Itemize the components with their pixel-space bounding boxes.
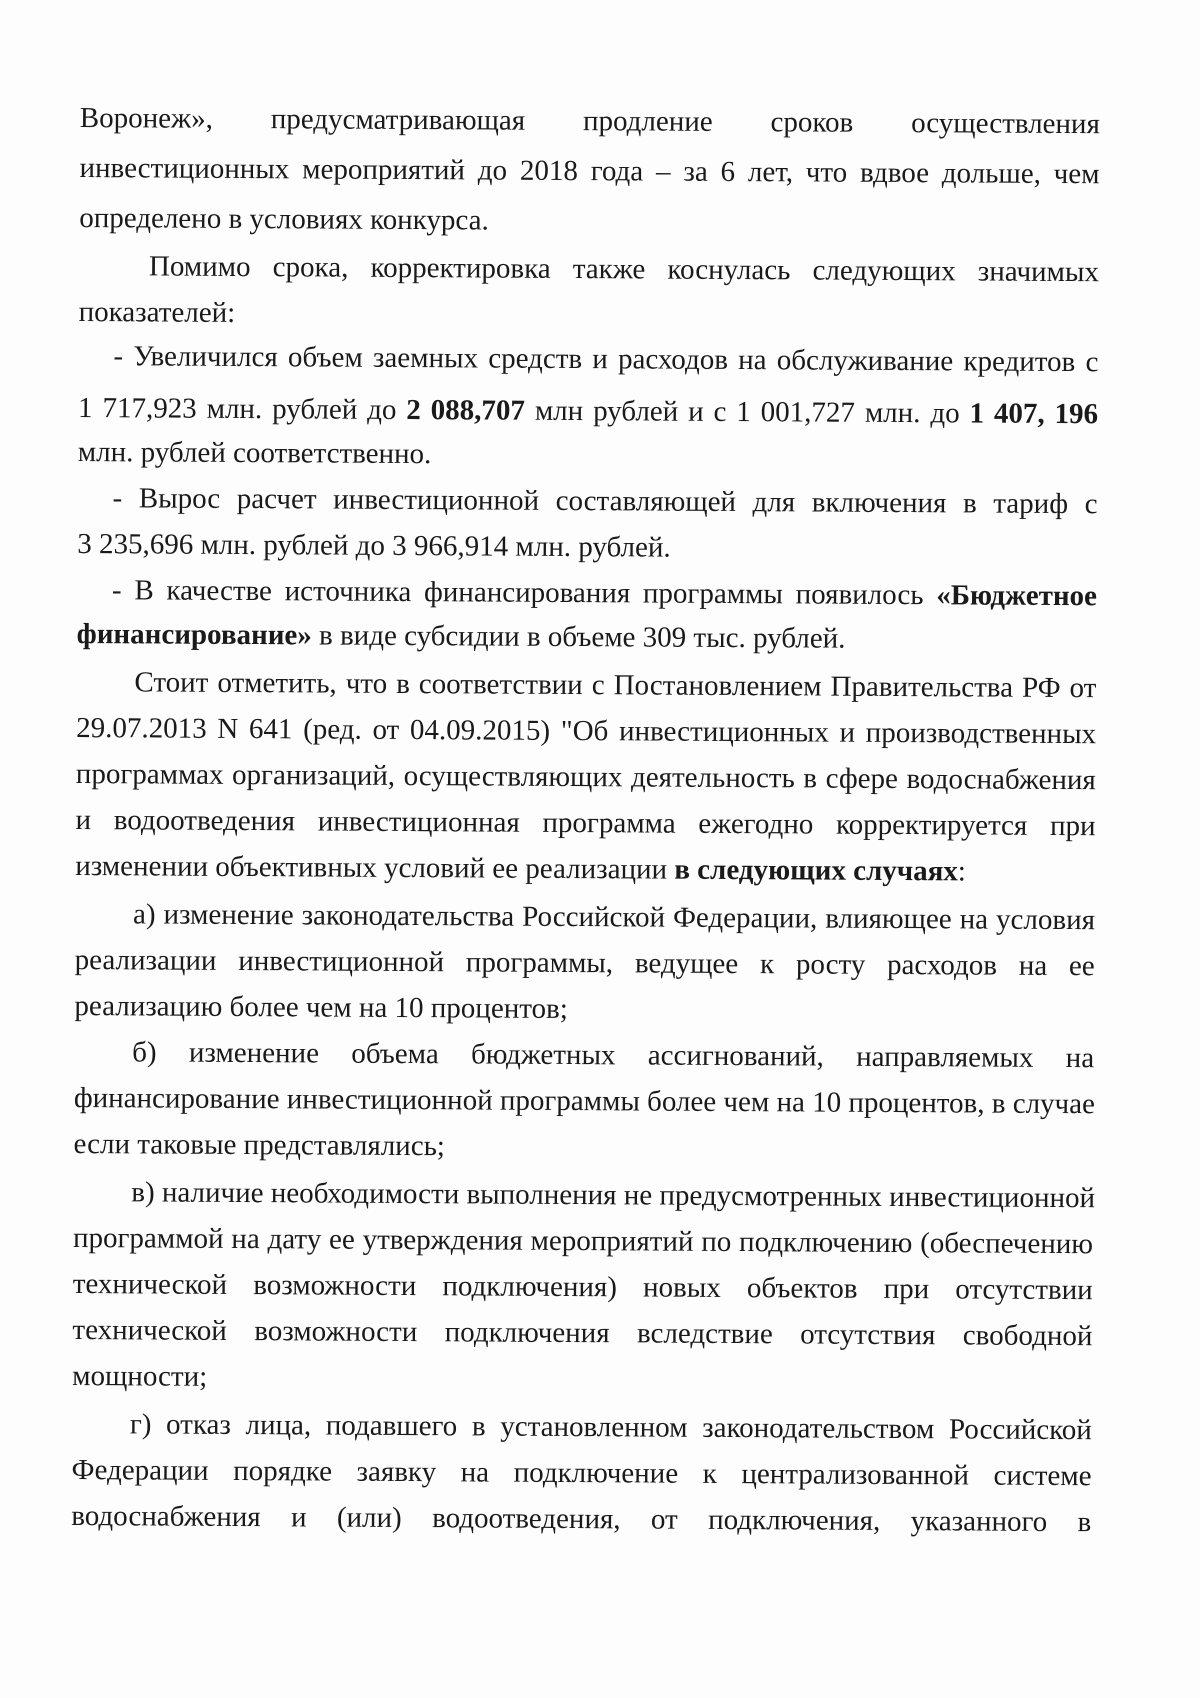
text-run: : (957, 855, 966, 888)
text-line: водоснабжения и (или) водоотведения, от подключения, указанного в (71, 1499, 1092, 1539)
text-line: Федерации порядке заявку на подключение к централизованной системе (71, 1453, 1092, 1493)
bold-text: в следующих случаях (674, 853, 958, 888)
text-line: если таковые представлялись; (73, 1127, 446, 1163)
text-line: показателей: (78, 295, 236, 329)
text-line: б) изменение объема бюджетных ассигнований, направляемых на (132, 1036, 1095, 1075)
text-line: 29.07.2013 N 641 (ред. от 04.09.2015) "Об инвестиционных и производственных (76, 711, 1097, 751)
bold-number: 2 088,707 (406, 393, 526, 427)
text-line (77, 612, 846, 662)
text-line: Помимо срока, корректировка также коснулась следующих значимых (148, 250, 1100, 289)
text-line: определено в условиях конкурса. (79, 201, 489, 237)
text-line: г) отказ лица, подавшего в установленном законодательством Российской (129, 1408, 1092, 1447)
text-line: программой на дату ее утверждения мероприятий по подключению (обеспечению (72, 1221, 1094, 1261)
text-line: инвестиционных мероприятий до 2018 года – за 6 лет, что вдвое дольше, чем (79, 151, 1100, 191)
text-line (75, 844, 966, 894)
text-run: в виде субсидии в объеме 309 тыс. рублей. (311, 619, 846, 655)
text-run: млн рублей и с 1 001,727 млн. до (524, 394, 970, 430)
bold-number: 1 407, 196 (969, 397, 1099, 431)
document-body (71, 96, 1100, 1539)
text-run: - В качестве источника финансирования программы появилось (111, 574, 937, 612)
text-line: Стоит отметить, что в соответствии с Постановлением Правительства РФ от (134, 666, 1097, 705)
text-line: технической возможности подключения вследствие отсутствия свободной (72, 1313, 1093, 1353)
text-line: - Вырос расчет инвестиционной составляющей для включения в тариф с (112, 482, 1098, 521)
text-line: реализацию более чем на 10 процентов; (74, 989, 568, 1025)
text-line: финансирование инвестиционной программы более чем на 10 процентов, в случае (73, 1081, 1096, 1121)
text-line (78, 386, 1098, 437)
text-line: реализации инвестиционной программы, ведущее к росту расходов на ее (74, 943, 1095, 983)
bold-text: «Бюджетное (936, 579, 1098, 613)
text-line: и водоотведения инвестиционная программа ежегодно корректируется при (75, 803, 1096, 843)
text-line: мощности; (72, 1359, 208, 1393)
text-run: 1 717,923 млн. рублей до (77, 391, 407, 426)
text-line: - Увеличился объем заемных средств и расходов на обслуживание кредитов с (113, 340, 1099, 379)
bold-text: финансирование» (76, 617, 312, 652)
text-line: 3 235,696 млн. рублей до 3 966,914 млн. рублей. (77, 527, 671, 564)
text-line: технической возможности подключения) новых объектов при отсутствии (72, 1267, 1093, 1307)
text-line: Воронеж», предусматривающая продление сроков осуществления (79, 101, 1100, 141)
text-line: в) наличие необходимости выполнения не предусмотренных инвестиционной (131, 1176, 1096, 1215)
text-run: изменении объективных условий ее реализации (75, 849, 675, 886)
text-line: программах организаций, осуществляющих деятельность в сфере водоснабжения (75, 757, 1096, 797)
text-line (112, 568, 1097, 619)
text-line: млн. рублей соответственно. (77, 435, 432, 471)
text-line: а) изменение законодательства Российской Федерации, влияющее на условия (132, 898, 1096, 937)
